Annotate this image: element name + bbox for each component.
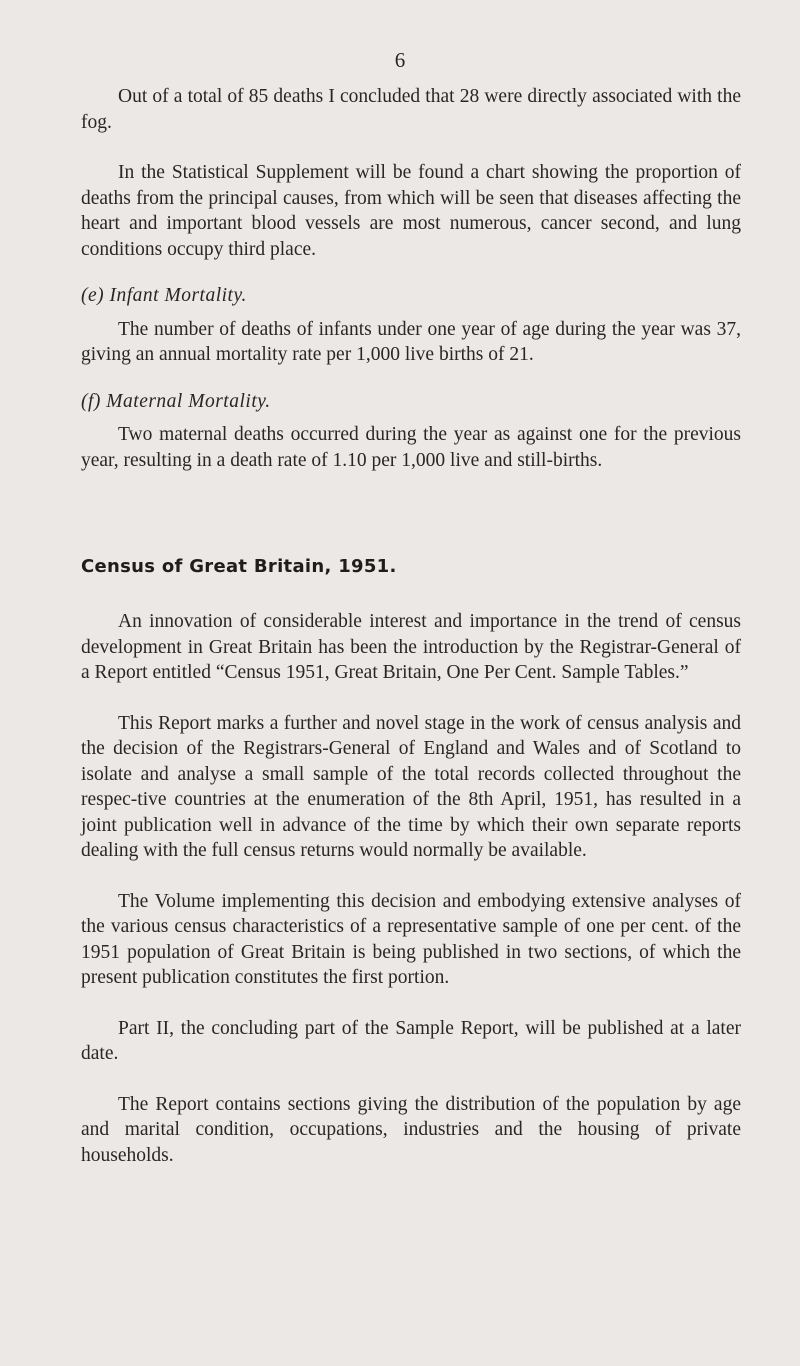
census-paragraph-innovation: An innovation of considerable interest and importance in the trend of census development in Great Britain has been the introduction by the Registrar-General of a Report entitled “Census 1951, Great Britain, One Per Cent. Sample Tables.” bbox=[81, 611, 741, 683]
infant-mortality-heading: (e) Infant Mortality. bbox=[81, 285, 247, 306]
census-paragraph-volume: The Volume implementing this decision and embodying extensive analyses of the various census characteristics of a representative sample of one per cent. of the 1951 population of Great Britain is being published in two sections, of which the present publication constitutes the first portion. bbox=[81, 890, 741, 988]
infant-mortality-paragraph: The number of deaths of infants under one year of age during the year was 37, giving an annual mortality rate per 1,000 live births of 21. bbox=[81, 318, 741, 365]
page-number: 6 bbox=[394, 48, 406, 72]
census-heading: Census of Great Britain, 1951. bbox=[81, 556, 397, 577]
census-paragraph-part-two: Part II, the concluding part of the Sample Report, will be published at a later date. bbox=[81, 1017, 741, 1064]
page-content bbox=[81, 84, 741, 1168]
paragraph-fog-deaths: Out of a total of 85 deaths I concluded that 28 were directly associated with the fog. bbox=[81, 86, 741, 133]
census-paragraph-report-stage: This Report marks a further and novel stage in the work of census analysis and the decision of the Registrars-General of England and Wales and of Scotland to isolate and analyse a small sample of the total records collected throughout the respec-tive countries at the enumeration of the 8th April, 1951, has resulted in a joint publication well in advance of the time by which their own separate reports dealing with the full census returns would normally be available. bbox=[81, 712, 741, 861]
maternal-mortality-heading: (f) Maternal Mortality. bbox=[81, 390, 271, 412]
census-paragraph-contents: The Report contains sections giving the distribution of the population by age and marital condition, occupations, industries and the housing of private households. bbox=[81, 1093, 741, 1166]
paragraph-statistical-supplement: In the Statistical Supplement will be found a chart showing the proportion of deaths from the principal causes, from which will be seen that diseases affecting the heart and important blood vessels are most numerous, cancer second, and lung conditions occupy third place. bbox=[81, 162, 741, 260]
maternal-mortality-paragraph: Two maternal deaths occurred during the year as against one for the previous year, resulting in a death rate of 1.10 per 1,000 live and still-births. bbox=[81, 424, 741, 471]
